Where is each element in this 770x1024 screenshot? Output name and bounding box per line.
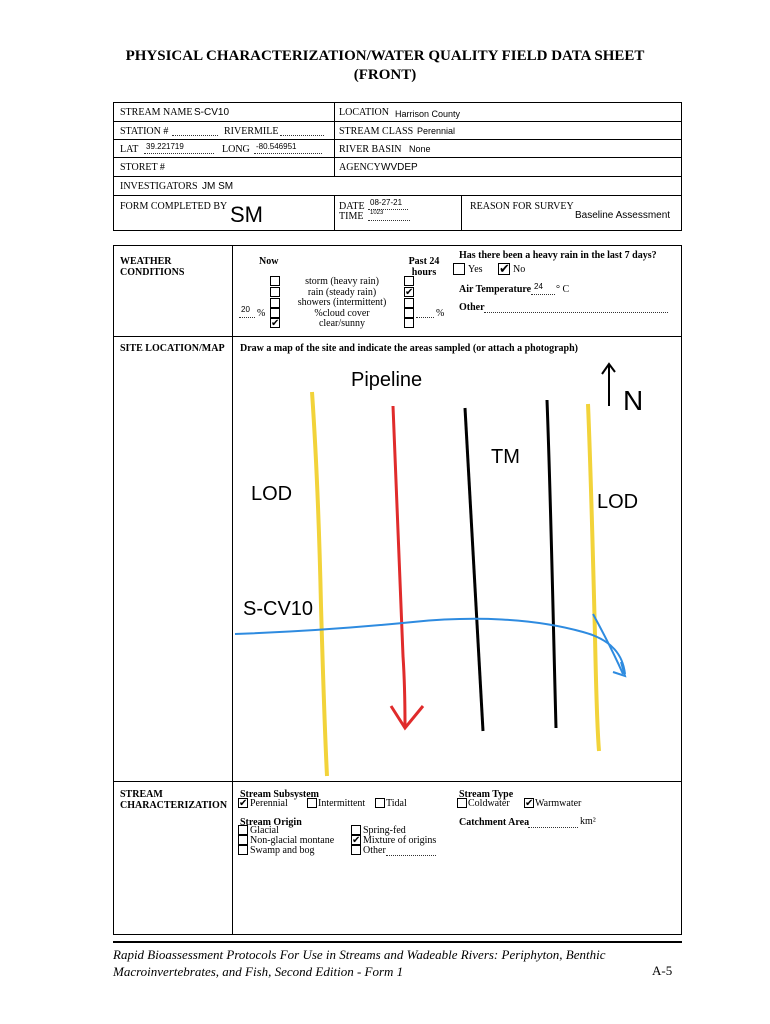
air-temp-unit: ° C	[556, 284, 570, 295]
site-map-drawing	[233, 356, 681, 781]
type-coldwater-label: Coldwater	[468, 798, 510, 809]
catchment-label: Catchment Area	[459, 817, 530, 828]
storet-cell	[113, 157, 335, 177]
air-temp-underline	[531, 294, 555, 295]
location-label: LOCATION	[339, 107, 389, 118]
tm-label: TM	[491, 446, 520, 468]
cloud-now-underline	[239, 317, 255, 318]
origin-other-field[interactable]	[386, 855, 436, 856]
now-clear-checkbox[interactable]: ✔	[271, 318, 280, 329]
form-completed-label: FORM COMPLETED BY	[120, 201, 228, 212]
form-subtitle: (FRONT)	[353, 67, 417, 83]
lat-label: LAT	[120, 144, 139, 155]
catchment-field[interactable]	[528, 827, 578, 828]
location-cell	[334, 102, 682, 122]
lod-left-label: LOD	[251, 483, 293, 505]
site-map-section-label: SITE LOCATION/MAP	[120, 343, 225, 354]
other-weather-field[interactable]	[484, 312, 668, 313]
reason-label: REASON FOR SURVEY	[470, 201, 574, 212]
cloud-now-value[interactable]: 20	[241, 305, 250, 314]
footer-citation-line1: Rapid Bioassessment Protocols For Use in Streams and Wadeable Rivers: Periphyton, Benthic	[113, 947, 606, 962]
catchment-unit: km²	[580, 816, 596, 827]
past-clear-checkbox[interactable]	[404, 318, 414, 328]
investigators-value[interactable]: JM SM	[202, 181, 234, 192]
subsystem-tidal-checkbox[interactable]	[375, 798, 385, 808]
origin-swamp-checkbox[interactable]	[238, 845, 248, 855]
rivermile-label: RIVERMILE	[224, 126, 279, 137]
pipeline-label: Pipeline	[351, 369, 423, 391]
type-warmwater-checkbox[interactable]: ✔	[525, 798, 534, 809]
investigators-label: INVESTIGATORS	[120, 181, 198, 192]
heavy-rain-yes-label: Yes	[468, 264, 483, 275]
lod-right-label: LOD	[597, 491, 639, 513]
date-time-cell	[334, 195, 462, 231]
long-value[interactable]: -80.546951	[256, 142, 297, 151]
stream-char-section-label: STREAM CHARACTERIZATION	[120, 789, 228, 811]
weather-now-header: Now	[259, 256, 279, 267]
origin-springfed-label: Spring-fed	[363, 825, 406, 836]
origin-mixture-label: Mixture of origins	[363, 835, 437, 846]
origin-glacial-checkbox[interactable]	[238, 825, 248, 835]
river-basin-label: RIVER BASIN	[339, 144, 402, 155]
stream-class-cell	[334, 121, 682, 140]
heavy-rain-question: Has there been a heavy rain in the last 7 days?	[459, 250, 657, 261]
origin-other-label: Other	[363, 845, 386, 856]
stream-class-value[interactable]: Perennial	[417, 126, 456, 136]
north-label: N	[623, 385, 644, 416]
now-cloud-checkbox[interactable]	[270, 308, 280, 318]
weather-past-header: Past 24 hours	[408, 256, 440, 278]
subsystem-perennial-checkbox[interactable]: ✔	[239, 798, 248, 809]
air-temp-value[interactable]: 24	[534, 282, 543, 291]
lat-underline	[144, 153, 214, 154]
stream-name-cell	[113, 102, 335, 122]
air-temp-label: Air Temperature	[459, 284, 532, 295]
origin-nonglacial-label: Non-glacial montane	[250, 835, 335, 846]
agency-label: AGENCY	[339, 162, 381, 173]
now-rain-checkbox[interactable]	[270, 287, 280, 297]
stream-type-label: Stream Type	[459, 789, 514, 800]
past-cloud-checkbox[interactable]	[404, 308, 414, 318]
reason-cell	[461, 195, 682, 231]
long-label: LONG	[222, 144, 250, 155]
cond-cloud: %cloud cover	[314, 308, 370, 319]
agency-value[interactable]: WVDEP	[381, 162, 418, 173]
station-label: STATION #	[120, 126, 169, 137]
time-label: TIME	[339, 211, 364, 222]
rivermile-field[interactable]	[280, 135, 324, 136]
origin-nonglacial-checkbox[interactable]	[238, 835, 248, 845]
past-showers-checkbox[interactable]	[404, 298, 414, 308]
origin-glacial-label: Glacial	[250, 825, 279, 836]
cloud-now-pct: %	[257, 308, 266, 319]
cond-clear: clear/sunny	[318, 318, 366, 329]
now-showers-checkbox[interactable]	[270, 298, 280, 308]
map-background	[233, 356, 681, 781]
subsystem-label: Stream Subsystem	[240, 789, 319, 800]
site-map-instruction: Draw a map of the site and indicate the areas sampled (or attach a photograph)	[240, 343, 578, 354]
lat-value[interactable]: 39.221719	[146, 142, 184, 151]
heavy-rain-no-label: No	[513, 264, 526, 275]
station-cell	[113, 121, 335, 140]
origin-springfed-checkbox[interactable]	[351, 825, 361, 835]
past-storm-checkbox[interactable]	[404, 276, 414, 286]
stream-class-label: STREAM CLASS	[339, 126, 414, 137]
storet-label: STORET #	[120, 162, 165, 173]
now-storm-checkbox[interactable]	[270, 276, 280, 286]
location-value[interactable]: Harrison County	[395, 109, 461, 119]
form-completed-value[interactable]: SM	[230, 202, 263, 227]
reason-value[interactable]: Baseline Assessment	[575, 210, 671, 221]
origin-label: Stream Origin	[240, 817, 302, 828]
divider-map	[113, 781, 682, 782]
date-value[interactable]: 08-27-21	[370, 198, 403, 207]
footer-citation-line2: Macroinvertebrates, and Fish, Second Edition - Form 1	[113, 964, 404, 979]
cond-showers: showers (intermittent)	[297, 297, 387, 308]
page-number: A-5	[652, 963, 673, 978]
river-basin-value[interactable]: None	[409, 144, 431, 154]
investigators-cell	[113, 176, 682, 196]
heavy-rain-no-checkbox[interactable]: ✔	[499, 262, 510, 277]
site-id-label: S-CV10	[243, 598, 314, 620]
agency-cell	[334, 157, 682, 177]
cloud-past-pct: %	[436, 308, 445, 319]
weather-section-label: WEATHER CONDITIONS	[120, 256, 185, 278]
subsystem-perennial-label: Perennial	[250, 798, 288, 809]
stream-name-value[interactable]: S-CV10	[194, 107, 230, 118]
subsystem-tidal-label: Tidal	[386, 798, 407, 809]
subsystem-intermittent-checkbox[interactable]	[307, 798, 317, 808]
footer-rule	[113, 941, 682, 943]
past-rain-checkbox[interactable]: ✔	[405, 287, 414, 298]
other-weather-label: Other	[459, 302, 485, 313]
origin-other-checkbox[interactable]	[351, 845, 361, 855]
form-title: PHYSICAL CHARACTERIZATION/WATER QUALITY FIELD DATA SHEET	[125, 48, 645, 64]
stream-name-label: STREAM NAME	[120, 107, 193, 118]
time-underline	[368, 220, 410, 221]
divider-weather	[113, 336, 682, 337]
type-coldwater-checkbox[interactable]	[457, 798, 467, 808]
cond-storm: storm (heavy rain)	[305, 276, 379, 287]
long-underline	[254, 153, 322, 154]
origin-swamp-label: Swamp and bog	[250, 845, 315, 856]
origin-mixture-checkbox[interactable]: ✔	[352, 835, 361, 846]
river-basin-cell	[334, 139, 682, 158]
date-label: DATE	[339, 201, 365, 212]
lat-long-cell	[113, 139, 335, 158]
form-completed-cell	[113, 195, 335, 231]
type-warmwater-label: Warmwater	[535, 798, 582, 809]
time-value[interactable]: 1023	[370, 210, 384, 216]
heavy-rain-yes-checkbox[interactable]	[453, 263, 465, 275]
cond-rain: rain (steady rain)	[307, 287, 377, 298]
station-field[interactable]	[172, 135, 218, 136]
subsystem-intermittent-label: Intermittent	[318, 798, 366, 809]
cloud-past-field[interactable]	[416, 317, 434, 318]
